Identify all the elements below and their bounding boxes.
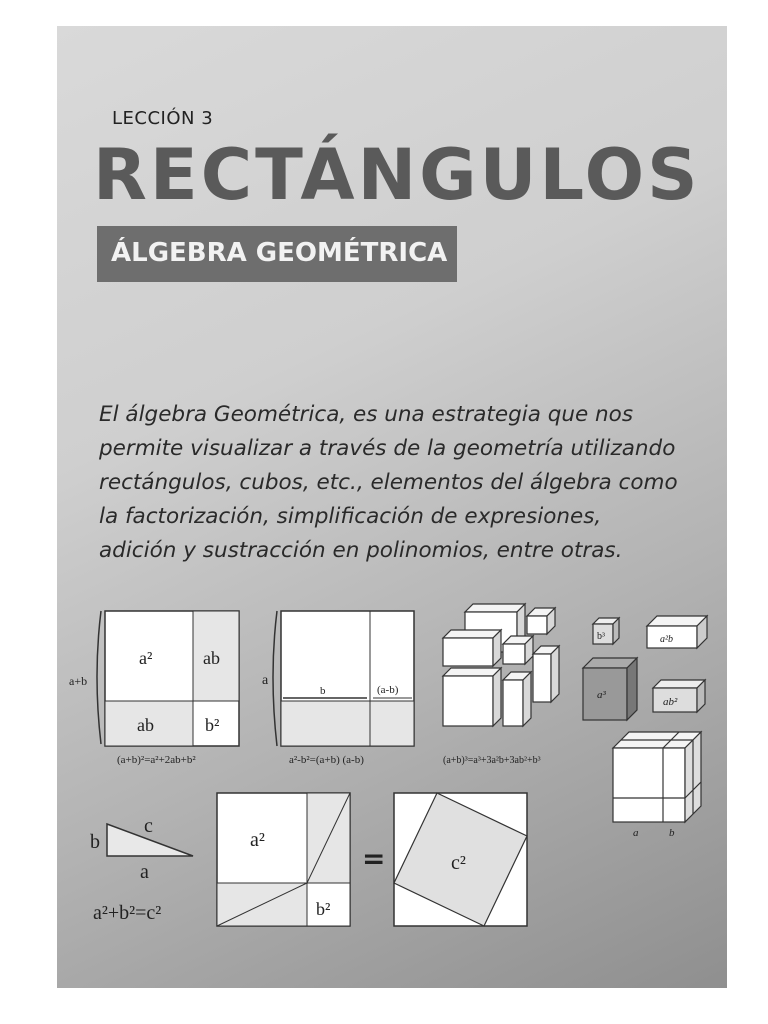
- page: [57, 26, 727, 988]
- triangle-b: b: [90, 831, 100, 853]
- equals-sign: =: [362, 842, 386, 875]
- cell-ab-top: ab: [203, 648, 220, 668]
- subtitle: ÁLGEBRA GEOMÉTRICA: [111, 238, 448, 268]
- figures: [57, 26, 727, 988]
- caption-cube: (a+b)³=a³+3a²b+3ab²+b³: [443, 755, 541, 766]
- caption-square: (a+b)²=a²+2ab+b²: [117, 754, 196, 766]
- left-a2: a²: [250, 829, 265, 851]
- piece-a3: a³: [597, 689, 606, 701]
- fig-exploded-cube: [443, 604, 559, 766]
- fig-square-of-sum: [69, 611, 239, 766]
- fig-cube-pieces: [583, 616, 707, 720]
- b-label: b: [320, 685, 326, 697]
- cell-ab-bottom: ab: [137, 715, 154, 735]
- triangle-c: c: [144, 815, 153, 837]
- axis-a: a: [633, 827, 639, 839]
- piece-b3: b³: [597, 631, 605, 642]
- fig-right-triangle: [90, 815, 193, 924]
- intro-paragraph: El álgebra Geométrica, es una estrategia que nos permite visualizar a través de la geometría utilizando rectángulos, cubos, etc., elementos del álgebra como la factorización, simplificación de expresiones, adición y sustracción en polinomios, entre otras.: [99, 402, 678, 563]
- fig-assembled-cube: [613, 732, 701, 839]
- lesson-label: LECCIÓN 3: [112, 108, 214, 129]
- fig-pythagoras-right: [394, 793, 527, 926]
- side-label: a+b: [69, 674, 88, 688]
- right-c2: c²: [451, 852, 466, 874]
- cell-a2: a²: [139, 648, 153, 668]
- piece-ab2: ab²: [663, 696, 678, 708]
- a-minus-b-label: (a-b): [377, 684, 399, 696]
- caption-difference: a²-b²=(a+b) (a-b): [289, 754, 364, 766]
- left-b2: b²: [316, 899, 331, 919]
- triangle-a: a: [140, 861, 149, 883]
- page-title: RECTÁNGULOS: [93, 134, 701, 216]
- fig-pythagoras-left: [217, 793, 350, 926]
- side-a-label: a: [262, 673, 269, 688]
- piece-a2b: a²b: [660, 634, 673, 645]
- cell-b2: b²: [205, 715, 220, 735]
- axis-b: b: [669, 827, 675, 839]
- fig-difference-of-squares: [262, 611, 414, 766]
- pythagoras-formula: a²+b²=c²: [93, 902, 162, 924]
